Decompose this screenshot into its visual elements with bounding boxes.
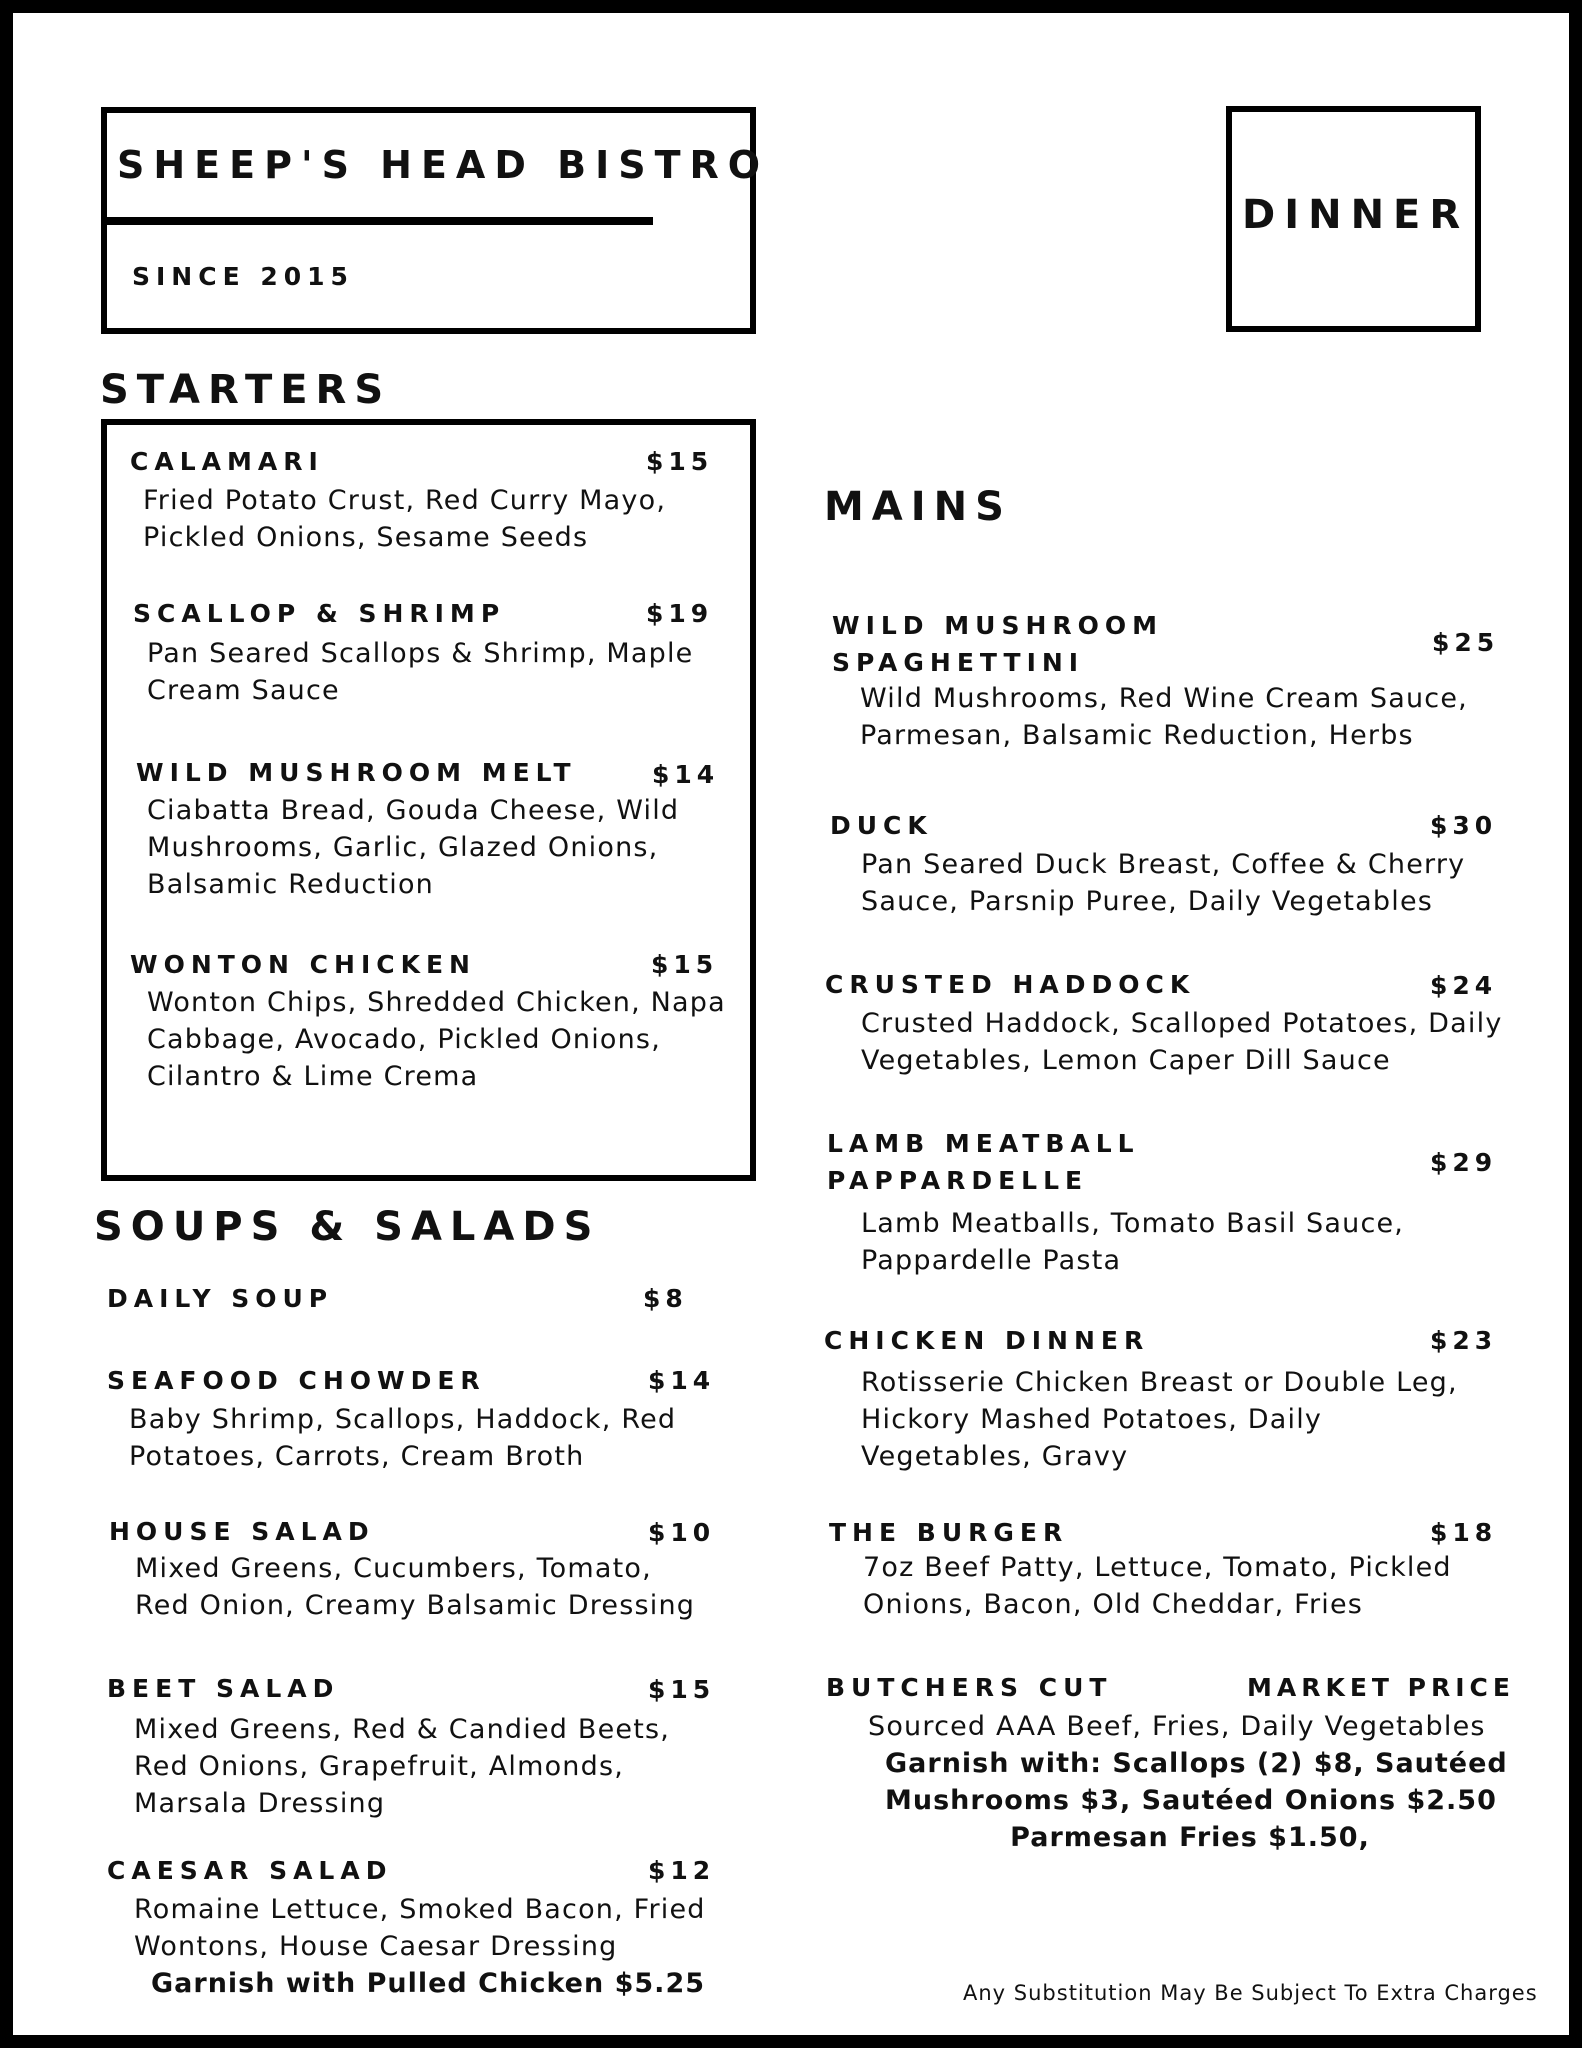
item-price: $14 [648, 1366, 716, 1395]
brand-underline [107, 217, 653, 225]
item-name: WILD MUSHROOM MELT [136, 758, 577, 787]
item-desc: Marsala Dressing [134, 1788, 386, 1819]
item-desc: Mushrooms, Garlic, Glazed Onions, [147, 832, 659, 863]
item-name: BUTCHERS CUT [826, 1673, 1113, 1702]
item-name: SPAGHETTINI [832, 648, 1085, 677]
item-desc: Sauce, Parsnip Puree, Daily Vegetables [861, 886, 1434, 917]
item-price: $24 [1430, 971, 1498, 1000]
item-price: $15 [648, 1675, 716, 1704]
item-garnish: Garnish with: Scallops (2) $8, Sautéed [885, 1748, 1508, 1779]
item-name: THE BURGER [829, 1518, 1069, 1547]
item-price: $15 [646, 447, 714, 476]
item-name: CALAMARI [130, 447, 324, 476]
item-desc: Ciabatta Bread, Gouda Cheese, Wild [147, 795, 680, 826]
item-name: PAPPARDELLE [827, 1166, 1089, 1195]
item-desc: Pappardelle Pasta [861, 1245, 1122, 1276]
item-desc: Red Onion, Creamy Balsamic Dressing [135, 1590, 696, 1621]
garnish-block [885, 1745, 1508, 1856]
item-price: $15 [651, 950, 719, 979]
item-name: WILD MUSHROOM [832, 611, 1164, 640]
item-desc: Parmesan, Balsamic Reduction, Herbs [860, 720, 1414, 751]
item-price: $18 [1430, 1518, 1498, 1547]
item-desc: Cilantro & Lime Crema [147, 1061, 479, 1092]
item-price: $19 [646, 599, 714, 628]
item-desc: Vegetables, Lemon Caper Dill Sauce [861, 1045, 1391, 1076]
item-garnish: Garnish with Pulled Chicken $5.25 [151, 1968, 706, 1999]
item-name: DAILY SOUP [107, 1284, 334, 1313]
item-desc: Vegetables, Gravy [861, 1441, 1129, 1472]
item-desc: Cabbage, Avocado, Pickled Onions, [147, 1024, 661, 1055]
item-name: SEAFOOD CHOWDER [107, 1366, 486, 1395]
meal-title: DINNER [1242, 192, 1470, 238]
mains-heading: MAINS [824, 484, 1012, 530]
item-name: LAMB MEATBALL [827, 1129, 1140, 1158]
item-desc: Crusted Haddock, Scalloped Potatoes, Daily [861, 1008, 1503, 1039]
item-desc: Rotisserie Chicken Breast or Double Leg, [861, 1367, 1458, 1398]
item-price: $29 [1430, 1148, 1498, 1177]
item-desc: Wonton Chips, Shredded Chicken, Napa [147, 987, 726, 1018]
item-desc: Cream Sauce [147, 675, 340, 706]
restaurant-name: SHEEP'S HEAD BISTRO [117, 143, 770, 187]
item-name: CRUSTED HADDOCK [825, 970, 1196, 999]
item-name: DUCK [830, 811, 933, 840]
item-price: $30 [1430, 811, 1498, 840]
since-text: SINCE 2015 [132, 262, 354, 291]
item-desc: Onions, Bacon, Old Cheddar, Fries [863, 1589, 1364, 1620]
item-desc: Pan Seared Duck Breast, Coffee & Cherry [861, 849, 1466, 880]
item-name: BEET SALAD [107, 1674, 340, 1703]
item-desc: Lamb Meatballs, Tomato Basil Sauce, [861, 1208, 1405, 1239]
item-desc: Wontons, House Caesar Dressing [134, 1931, 618, 1962]
item-desc: Pan Seared Scallops & Shrimp, Maple [147, 638, 694, 669]
item-name: CAESAR SALAD [107, 1856, 393, 1885]
item-price: $25 [1432, 628, 1500, 657]
item-price: $10 [648, 1518, 716, 1547]
item-desc: Red Onions, Grapefruit, Almonds, [134, 1751, 624, 1782]
item-name: CHICKEN DINNER [824, 1326, 1150, 1355]
item-name: HOUSE SALAD [109, 1517, 375, 1546]
soups-salads-heading: SOUPS & SALADS [94, 1204, 601, 1250]
item-desc: Potatoes, Carrots, Cream Broth [129, 1441, 585, 1472]
item-desc: Pickled Onions, Sesame Seeds [143, 522, 589, 553]
item-price: $12 [648, 1856, 716, 1885]
item-desc: Sourced AAA Beef, Fries, Daily Vegetables [868, 1711, 1486, 1742]
item-desc: 7oz Beef Patty, Lettuce, Tomato, Pickled [863, 1552, 1452, 1583]
item-name: SCALLOP & SHRIMP [133, 599, 506, 628]
item-garnish: Parmesan Fries $1.50, [1010, 1822, 1370, 1853]
starters-heading: STARTERS [100, 367, 392, 413]
item-price: $14 [652, 760, 720, 789]
item-desc: Mixed Greens, Red & Candied Beets, [134, 1714, 671, 1745]
item-desc: Wild Mushrooms, Red Wine Cream Sauce, [860, 683, 1468, 714]
item-garnish: Mushrooms $3, Sautéed Onions $2.50 [885, 1785, 1497, 1816]
item-price: MARKET PRICE [1247, 1673, 1515, 1702]
item-desc: Mixed Greens, Cucumbers, Tomato, [135, 1553, 652, 1584]
item-desc: Hickory Mashed Potatoes, Daily [861, 1404, 1323, 1435]
item-desc: Fried Potato Crust, Red Curry Mayo, [143, 485, 667, 516]
item-price: $23 [1430, 1326, 1498, 1355]
item-desc: Baby Shrimp, Scallops, Haddock, Red [129, 1404, 677, 1435]
substitution-note: Any Substitution May Be Subject To Extra Charges [963, 1981, 1538, 2005]
item-price: $8 [643, 1284, 688, 1313]
item-desc: Balsamic Reduction [147, 869, 434, 900]
item-desc: Romaine Lettuce, Smoked Bacon, Fried [134, 1894, 706, 1925]
item-name: WONTON CHICKEN [130, 950, 476, 979]
